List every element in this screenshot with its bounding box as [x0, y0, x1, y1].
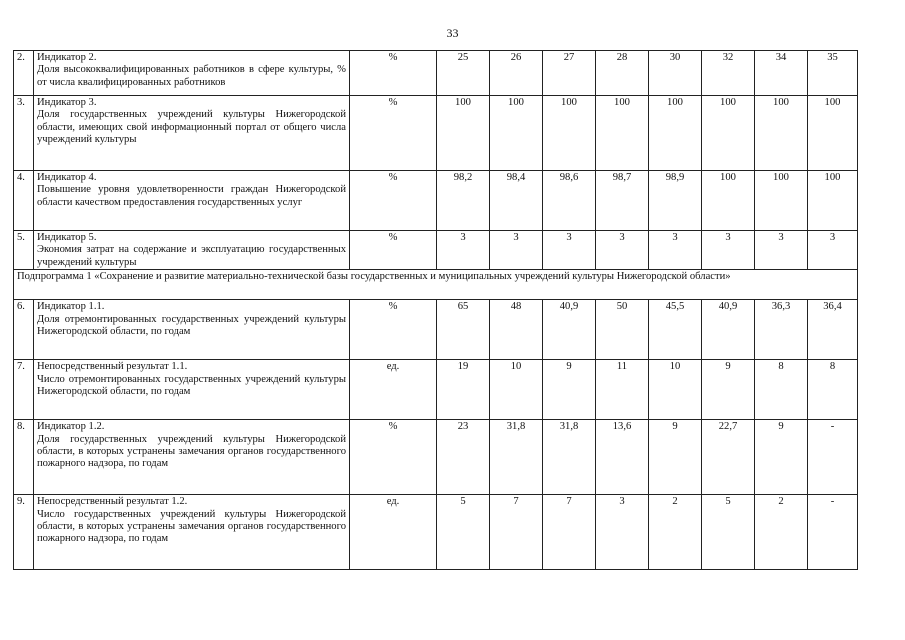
indicator-text: Доля отремонтированных государственных учреждений культуры Нижегородской области, по годам — [37, 313, 346, 338]
value-cell: 9 — [702, 360, 755, 420]
value-cell: 13,6 — [596, 420, 649, 495]
indicator-description — [34, 420, 350, 495]
indicator-title: Индикатор 1.2. — [37, 421, 105, 433]
value-cell: 10 — [490, 360, 543, 420]
value-cell: 5 — [702, 495, 755, 570]
value-cell: 31,8 — [490, 420, 543, 495]
value-cell: 3 — [755, 231, 808, 270]
value-cell: 27 — [543, 51, 596, 96]
value-cell: 3 — [543, 231, 596, 270]
table-row — [14, 300, 858, 360]
value-cell: 7 — [490, 495, 543, 570]
unit-cell: % — [350, 420, 437, 495]
value-cell: 9 — [755, 420, 808, 495]
indicator-description — [34, 300, 350, 360]
value-cell: 100 — [755, 171, 808, 231]
value-cell: 8 — [808, 360, 858, 420]
indicator-text: Доля высококвалифицированных работников в сфере культуры, % от числа квалифицированных работников — [37, 64, 346, 88]
indicator-text: Число государственных учреждений культуры Нижегородской области, в которых устранены замечания органов государственного пожарного надзора, по годам — [37, 508, 346, 545]
row-number: 5. — [14, 231, 34, 270]
value-cell: 23 — [437, 420, 490, 495]
table-row — [14, 51, 858, 96]
unit-cell: % — [350, 51, 437, 96]
value-cell: 98,6 — [543, 171, 596, 231]
value-cell: 3 — [596, 495, 649, 570]
value-cell: 3 — [808, 231, 858, 270]
value-cell: 98,9 — [649, 171, 702, 231]
value-cell: 10 — [649, 360, 702, 420]
value-cell: 32 — [702, 51, 755, 96]
value-cell: 9 — [543, 360, 596, 420]
value-cell: 100 — [755, 96, 808, 171]
indicator-description — [34, 360, 350, 420]
unit-cell: % — [350, 171, 437, 231]
indicator-text: Доля государственных учреждений культуры Нижегородской области, в которых устранены замечания органов государственного пожарного надзора, по годам — [37, 433, 346, 470]
value-cell: 2 — [649, 495, 702, 570]
table-row — [14, 495, 858, 570]
indicator-description — [34, 495, 350, 570]
value-cell: 3 — [649, 231, 702, 270]
value-cell: 45,5 — [649, 300, 702, 360]
table-row — [14, 231, 858, 270]
value-cell: 98,7 — [596, 171, 649, 231]
unit-cell: ед. — [350, 360, 437, 420]
indicators-table — [13, 50, 858, 570]
value-cell: 98,4 — [490, 171, 543, 231]
value-cell: 7 — [543, 495, 596, 570]
unit-cell: % — [350, 231, 437, 270]
value-cell: 100 — [596, 96, 649, 171]
indicator-description — [34, 231, 350, 270]
value-cell: 3 — [702, 231, 755, 270]
value-cell: 100 — [702, 171, 755, 231]
value-cell: 3 — [437, 231, 490, 270]
unit-cell: % — [350, 96, 437, 171]
value-cell: 34 — [755, 51, 808, 96]
table-body — [14, 51, 858, 570]
indicator-title: Индикатор 4. — [37, 172, 97, 183]
row-number: 6. — [14, 300, 34, 360]
value-cell: 65 — [437, 300, 490, 360]
indicator-title: Индикатор 2. — [37, 52, 97, 63]
indicator-description — [34, 171, 350, 231]
value-cell: 31,8 — [543, 420, 596, 495]
value-cell: 48 — [490, 300, 543, 360]
value-cell: 100 — [649, 96, 702, 171]
value-cell: 5 — [437, 495, 490, 570]
value-cell: 50 — [596, 300, 649, 360]
value-cell: 40,9 — [702, 300, 755, 360]
indicator-title: Индикатор 3. — [37, 97, 97, 108]
indicator-title: Индикатор 5. — [37, 232, 97, 243]
value-cell: 25 — [437, 51, 490, 96]
value-cell: - — [808, 420, 858, 495]
value-cell: 40,9 — [543, 300, 596, 360]
value-cell: 35 — [808, 51, 858, 96]
table-row — [14, 96, 858, 171]
row-number: 9. — [14, 495, 34, 570]
value-cell: 100 — [702, 96, 755, 171]
table-row — [14, 360, 858, 420]
value-cell: 8 — [755, 360, 808, 420]
value-cell: 100 — [808, 171, 858, 231]
unit-cell: ед. — [350, 495, 437, 570]
value-cell: 100 — [490, 96, 543, 171]
indicator-text: Число отремонтированных государственных учреждений культуры Нижегородской области, по годам — [37, 373, 346, 398]
row-number: 7. — [14, 360, 34, 420]
table-row — [14, 171, 858, 231]
indicator-title: Непосредственный результат 1.2. — [37, 496, 188, 508]
indicator-title: Непосредственный результат 1.1. — [37, 361, 188, 373]
indicator-description — [34, 96, 350, 171]
row-number: 3. — [14, 96, 34, 171]
subprogram-row — [14, 270, 858, 300]
value-cell: 100 — [808, 96, 858, 171]
indicator-text: Доля государственных учреждений культуры Нижегородской области, имеющих свой информационный портал от общего числа учреждений культуры — [37, 109, 346, 146]
indicator-title: Индикатор 1.1. — [37, 301, 105, 313]
value-cell: 28 — [596, 51, 649, 96]
row-number: 2. — [14, 51, 34, 96]
value-cell: 19 — [437, 360, 490, 420]
value-cell: 22,7 — [702, 420, 755, 495]
value-cell: 100 — [437, 96, 490, 171]
value-cell: 26 — [490, 51, 543, 96]
subprogram-title: Подпрограмма 1 «Сохранение и развитие материально-технической базы государственных и муниципальных учреждений культуры Нижегородской области» — [14, 270, 858, 300]
value-cell: 9 — [649, 420, 702, 495]
value-cell: 30 — [649, 51, 702, 96]
value-cell: - — [808, 495, 858, 570]
value-cell: 36,3 — [755, 300, 808, 360]
unit-cell: % — [350, 300, 437, 360]
value-cell: 2 — [755, 495, 808, 570]
row-number: 4. — [14, 171, 34, 231]
indicator-text: Повышение уровня удовлетворенности граждан Нижегородской области качеством предоставления государственных услуг — [37, 184, 346, 208]
table-row — [14, 420, 858, 495]
page-number: 33 — [446, 26, 459, 40]
value-cell: 11 — [596, 360, 649, 420]
value-cell: 36,4 — [808, 300, 858, 360]
indicator-description — [34, 51, 350, 96]
value-cell: 98,2 — [437, 171, 490, 231]
value-cell: 3 — [596, 231, 649, 270]
row-number: 8. — [14, 420, 34, 495]
value-cell: 100 — [543, 96, 596, 171]
value-cell: 3 — [490, 231, 543, 270]
indicator-text: Экономия затрат на содержание и эксплуатацию государственных учреждений культуры — [37, 244, 346, 268]
